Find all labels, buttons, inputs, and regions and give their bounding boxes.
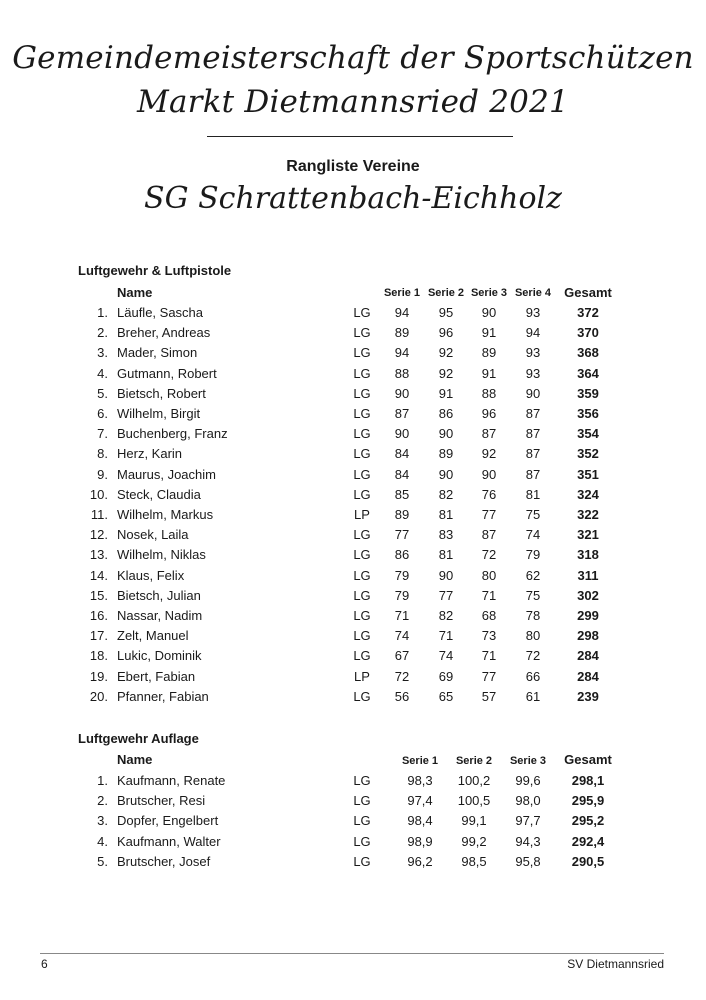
rank-cell: 12.	[89, 527, 108, 543]
total-cell: 239	[577, 688, 599, 704]
header-serie-3: Serie 3	[509, 755, 547, 767]
rank-cell: 2.	[97, 793, 108, 809]
rank-cell: 11.	[90, 507, 108, 522]
serie-1-cell: 98,9	[407, 833, 433, 849]
serie-1-cell: 89	[394, 507, 410, 522]
serie-1-cell: 94	[394, 305, 410, 320]
serie-1-cell: 97,4	[407, 793, 433, 809]
section-title-air-rifle-rest: Luftgewehr Auflage	[78, 731, 199, 746]
discipline-cell: LG	[353, 486, 371, 502]
serie-3-cell: 95,8	[515, 853, 541, 869]
serie-3-cell: 57	[481, 688, 497, 704]
serie-1-cell: 71	[394, 608, 410, 623]
discipline-cell: LG	[353, 325, 371, 341]
serie-3-cell: 71	[481, 587, 497, 603]
discipline-cell: LG	[353, 426, 371, 442]
serie-4-cell: 87	[525, 446, 541, 462]
serie-4-cell: 74	[525, 527, 541, 543]
rank-cell: 7.	[97, 426, 108, 442]
serie-4-cell: 75	[525, 587, 541, 603]
total-cell: 295,9	[571, 793, 605, 809]
table-row	[0, 586, 706, 606]
table-row	[0, 626, 706, 646]
total-cell: 351	[577, 466, 599, 482]
serie-2-cell: 86	[438, 406, 454, 421]
name-cell: Kaufmann, Walter	[117, 833, 221, 849]
table-row	[0, 811, 706, 831]
name-cell: Kaufmann, Renate	[117, 773, 226, 788]
name-cell: Nassar, Nadim	[117, 608, 203, 623]
total-cell: 370	[577, 325, 599, 341]
rank-cell: 8.	[97, 446, 108, 462]
header-serie-1: Serie 1	[401, 755, 439, 767]
serie-2-cell: 100,5	[457, 793, 491, 809]
serie-4-cell: 87	[525, 426, 541, 442]
table-row	[0, 566, 706, 586]
serie-2-cell: 90	[438, 426, 454, 442]
serie-2-cell: 89	[438, 446, 454, 462]
serie-1-cell: 72	[394, 668, 410, 684]
serie-2-cell: 71	[438, 628, 454, 644]
serie-1-cell: 96,2	[407, 853, 433, 869]
serie-4-cell: 75	[525, 507, 541, 522]
page-number: 6	[41, 957, 48, 971]
name-cell: Läufle, Sascha	[117, 305, 204, 320]
serie-4-cell: 72	[525, 648, 541, 664]
table-row	[0, 343, 706, 363]
table-row	[0, 545, 706, 565]
rank-cell: 18.	[89, 648, 108, 664]
serie-3-cell: 94,3	[515, 833, 541, 849]
total-cell: 298,1	[571, 773, 605, 788]
serie-4-cell: 93	[525, 305, 541, 320]
table-row	[0, 323, 706, 343]
total-cell: 364	[577, 365, 599, 381]
table-row	[0, 424, 706, 444]
table-row	[0, 852, 706, 872]
discipline-cell: LG	[353, 567, 371, 583]
total-cell: 299	[577, 608, 599, 623]
serie-4-cell: 87	[525, 406, 541, 421]
serie-3-cell: 90	[481, 305, 497, 320]
serie-4-cell: 81	[525, 486, 541, 502]
total-cell: 290,5	[571, 853, 605, 869]
serie-2-cell: 65	[438, 688, 454, 704]
serie-3-cell: 91	[481, 365, 497, 381]
name-cell: Bietsch, Robert	[117, 385, 206, 401]
discipline-cell: LP	[354, 668, 370, 684]
serie-1-cell: 89	[394, 325, 410, 341]
rank-cell: 3.	[97, 813, 108, 829]
document-title-line-1: Gemeindemeisterschaft der Sportschützen	[12, 40, 694, 76]
serie-4-cell: 90	[525, 385, 541, 401]
name-cell: Lukic, Dominik	[117, 648, 202, 664]
serie-2-cell: 95	[438, 305, 454, 320]
serie-3-cell: 99,6	[515, 773, 541, 788]
table-row	[0, 384, 706, 404]
name-cell: Ebert, Fabian	[117, 668, 196, 684]
total-cell: 292,4	[571, 833, 605, 849]
serie-2-cell: 90	[438, 466, 454, 482]
discipline-cell: LG	[353, 406, 371, 421]
name-cell: Pfanner, Fabian	[117, 688, 209, 704]
rank-cell: 3.	[97, 345, 108, 361]
name-cell: Mader, Simon	[117, 345, 198, 361]
total-cell: 284	[577, 648, 599, 664]
name-cell: Dopfer, Engelbert	[117, 813, 219, 829]
serie-4-cell: 66	[525, 668, 541, 684]
subtitle: Rangliste Vereine	[286, 158, 420, 175]
serie-1-cell: 87	[394, 406, 410, 421]
serie-1-cell: 85	[394, 486, 410, 502]
name-cell: Breher, Andreas	[117, 325, 211, 341]
serie-1-cell: 84	[394, 446, 410, 462]
serie-4-cell: 78	[525, 608, 541, 623]
serie-2-cell: 92	[438, 365, 454, 381]
discipline-cell: LG	[353, 446, 371, 462]
rank-cell: 5.	[97, 853, 108, 869]
name-cell: Wilhelm, Birgit	[117, 406, 201, 421]
table-row	[0, 791, 706, 811]
name-cell: Brutscher, Resi	[117, 793, 206, 809]
serie-1-cell: 98,4	[407, 813, 433, 829]
serie-3-cell: 88	[481, 385, 497, 401]
name-cell: Steck, Claudia	[117, 486, 201, 502]
table-row	[0, 465, 706, 485]
club-name: SG Schrattenbach-Eichholz	[144, 181, 562, 216]
rank-cell: 1.	[97, 305, 108, 320]
total-cell: 368	[577, 345, 599, 361]
title-divider	[207, 136, 513, 137]
serie-4-cell: 61	[525, 688, 541, 704]
discipline-cell: LG	[353, 648, 371, 664]
header-serie-3: Serie 3	[470, 287, 508, 299]
footer-divider	[40, 953, 664, 954]
total-cell: 356	[577, 406, 599, 421]
serie-1-cell: 90	[394, 385, 410, 401]
discipline-cell: LG	[353, 853, 371, 869]
serie-3-cell: 71	[481, 648, 497, 664]
serie-4-cell: 93	[525, 345, 541, 361]
total-cell: 298	[577, 628, 599, 644]
total-cell: 324	[577, 486, 599, 502]
discipline-cell: LG	[353, 793, 371, 809]
table-row	[0, 771, 706, 791]
serie-4-cell: 94	[525, 325, 541, 341]
serie-2-cell: 98,5	[461, 853, 487, 869]
serie-1-cell: 74	[394, 628, 410, 644]
table-row	[0, 404, 706, 424]
name-cell: Herz, Karin	[117, 446, 183, 462]
total-cell: 318	[577, 547, 599, 563]
total-cell: 284	[577, 668, 599, 684]
serie-2-cell: 82	[438, 486, 454, 502]
serie-1-cell: 98,3	[407, 773, 433, 788]
serie-3-cell: 92	[481, 446, 497, 462]
serie-3-cell: 97,7	[515, 813, 541, 829]
table-row	[0, 505, 706, 525]
serie-1-cell: 77	[394, 527, 410, 543]
table-row	[0, 444, 706, 464]
serie-2-cell: 77	[438, 587, 454, 603]
serie-2-cell: 83	[438, 527, 454, 543]
table-row	[0, 485, 706, 505]
table-row	[0, 687, 706, 707]
serie-2-cell: 90	[438, 567, 454, 583]
serie-3-cell: 80	[481, 567, 497, 583]
serie-3-cell: 96	[481, 406, 497, 421]
document-title-line-2: Markt Dietmannsried 2021	[137, 84, 569, 120]
serie-3-cell: 90	[481, 466, 497, 482]
header-gesamt: Gesamt	[564, 752, 612, 767]
rank-cell: 20.	[89, 688, 108, 704]
rank-cell: 1.	[97, 773, 108, 788]
serie-2-cell: 82	[438, 608, 454, 623]
name-cell: Gutmann, Robert	[117, 365, 217, 381]
serie-3-cell: 73	[481, 628, 497, 644]
serie-2-cell: 92	[438, 345, 454, 361]
serie-4-cell: 62	[525, 567, 541, 583]
total-cell: 311	[577, 567, 599, 583]
serie-3-cell: 68	[481, 608, 497, 623]
name-cell: Zelt, Manuel	[117, 628, 189, 644]
serie-1-cell: 94	[394, 345, 410, 361]
discipline-cell: LG	[353, 466, 371, 482]
rank-cell: 17.	[89, 628, 108, 644]
name-cell: Bietsch, Julian	[117, 587, 201, 603]
rank-cell: 5.	[97, 385, 108, 401]
name-cell: Klaus, Felix	[117, 567, 185, 583]
serie-1-cell: 90	[394, 426, 410, 442]
serie-3-cell: 89	[481, 345, 497, 361]
table-row	[0, 832, 706, 852]
rank-cell: 15.	[89, 587, 108, 603]
name-cell: Buchenberg, Franz	[117, 426, 228, 442]
name-cell: Wilhelm, Niklas	[117, 547, 206, 563]
discipline-cell: LG	[353, 345, 371, 361]
discipline-cell: LG	[353, 527, 371, 543]
total-cell: 321	[577, 527, 599, 543]
discipline-cell: LG	[353, 833, 371, 849]
header-name: Name	[117, 752, 153, 767]
discipline-cell: LG	[353, 688, 371, 704]
rank-cell: 4.	[97, 365, 108, 381]
serie-3-cell: 77	[481, 507, 497, 522]
serie-3-cell: 77	[481, 668, 497, 684]
serie-1-cell: 79	[394, 567, 410, 583]
discipline-cell: LG	[353, 305, 371, 320]
rank-cell: 13.	[89, 547, 108, 563]
table-row	[0, 364, 706, 384]
serie-1-cell: 67	[394, 648, 410, 664]
name-cell: Brutscher, Josef	[117, 853, 211, 869]
rank-cell: 10.	[89, 486, 108, 502]
table-row	[0, 646, 706, 666]
serie-2-cell: 81	[438, 507, 454, 522]
table-row	[0, 667, 706, 687]
discipline-cell: LG	[353, 587, 371, 603]
rank-cell: 6.	[97, 406, 108, 421]
serie-4-cell: 87	[525, 466, 541, 482]
serie-2-cell: 99,1	[461, 813, 487, 829]
table-row	[0, 525, 706, 545]
header-serie-2: Serie 2	[455, 755, 493, 767]
serie-2-cell: 69	[438, 668, 454, 684]
serie-1-cell: 88	[394, 365, 410, 381]
serie-3-cell: 91	[481, 325, 497, 341]
serie-3-cell: 87	[481, 426, 497, 442]
serie-3-cell: 98,0	[515, 793, 541, 809]
serie-1-cell: 56	[394, 688, 410, 704]
name-cell: Maurus, Joachim	[117, 466, 216, 482]
total-cell: 372	[577, 305, 599, 320]
total-cell: 295,2	[571, 813, 605, 829]
header-serie-1: Serie 1	[383, 287, 421, 299]
rank-cell: 2.	[97, 325, 108, 341]
rank-cell: 16.	[89, 608, 108, 623]
total-cell: 322	[577, 507, 599, 522]
rank-cell: 19.	[89, 668, 108, 684]
serie-3-cell: 76	[481, 486, 497, 502]
serie-3-cell: 87	[481, 527, 497, 543]
header-name: Name	[117, 285, 153, 300]
section-title-air-rifle-pistol: Luftgewehr & Luftpistole	[78, 263, 232, 278]
footer-text: SV Dietmannsried	[567, 957, 664, 971]
name-cell: Wilhelm, Markus	[117, 507, 214, 522]
serie-4-cell: 79	[525, 547, 541, 563]
header-gesamt: Gesamt	[564, 285, 612, 300]
rank-cell: 14.	[89, 567, 108, 583]
discipline-cell: LG	[353, 608, 371, 623]
serie-1-cell: 84	[394, 466, 410, 482]
rank-cell: 9.	[97, 466, 108, 482]
total-cell: 359	[577, 385, 599, 401]
serie-1-cell: 79	[394, 587, 410, 603]
serie-2-cell: 99,2	[461, 833, 487, 849]
discipline-cell: LG	[353, 773, 371, 788]
table-row	[0, 303, 706, 323]
serie-2-cell: 81	[438, 547, 454, 563]
rank-cell: 4.	[97, 833, 108, 849]
discipline-cell: LP	[354, 507, 370, 522]
discipline-cell: LG	[353, 365, 371, 381]
table-row	[0, 606, 706, 626]
serie-1-cell: 86	[394, 547, 410, 563]
serie-3-cell: 72	[481, 547, 497, 563]
total-cell: 352	[577, 446, 599, 462]
serie-2-cell: 100,2	[457, 773, 491, 788]
discipline-cell: LG	[353, 385, 371, 401]
serie-2-cell: 74	[438, 648, 454, 664]
discipline-cell: LG	[353, 628, 371, 644]
header-serie-2: Serie 2	[427, 287, 465, 299]
total-cell: 302	[577, 587, 599, 603]
discipline-cell: LG	[353, 813, 371, 829]
total-cell: 354	[577, 426, 599, 442]
serie-4-cell: 80	[525, 628, 541, 644]
discipline-cell: LG	[353, 547, 371, 563]
name-cell: Nosek, Laila	[117, 527, 189, 543]
header-serie-4: Serie 4	[514, 287, 552, 299]
serie-2-cell: 91	[438, 385, 454, 401]
serie-4-cell: 93	[525, 365, 541, 381]
serie-2-cell: 96	[438, 325, 454, 341]
